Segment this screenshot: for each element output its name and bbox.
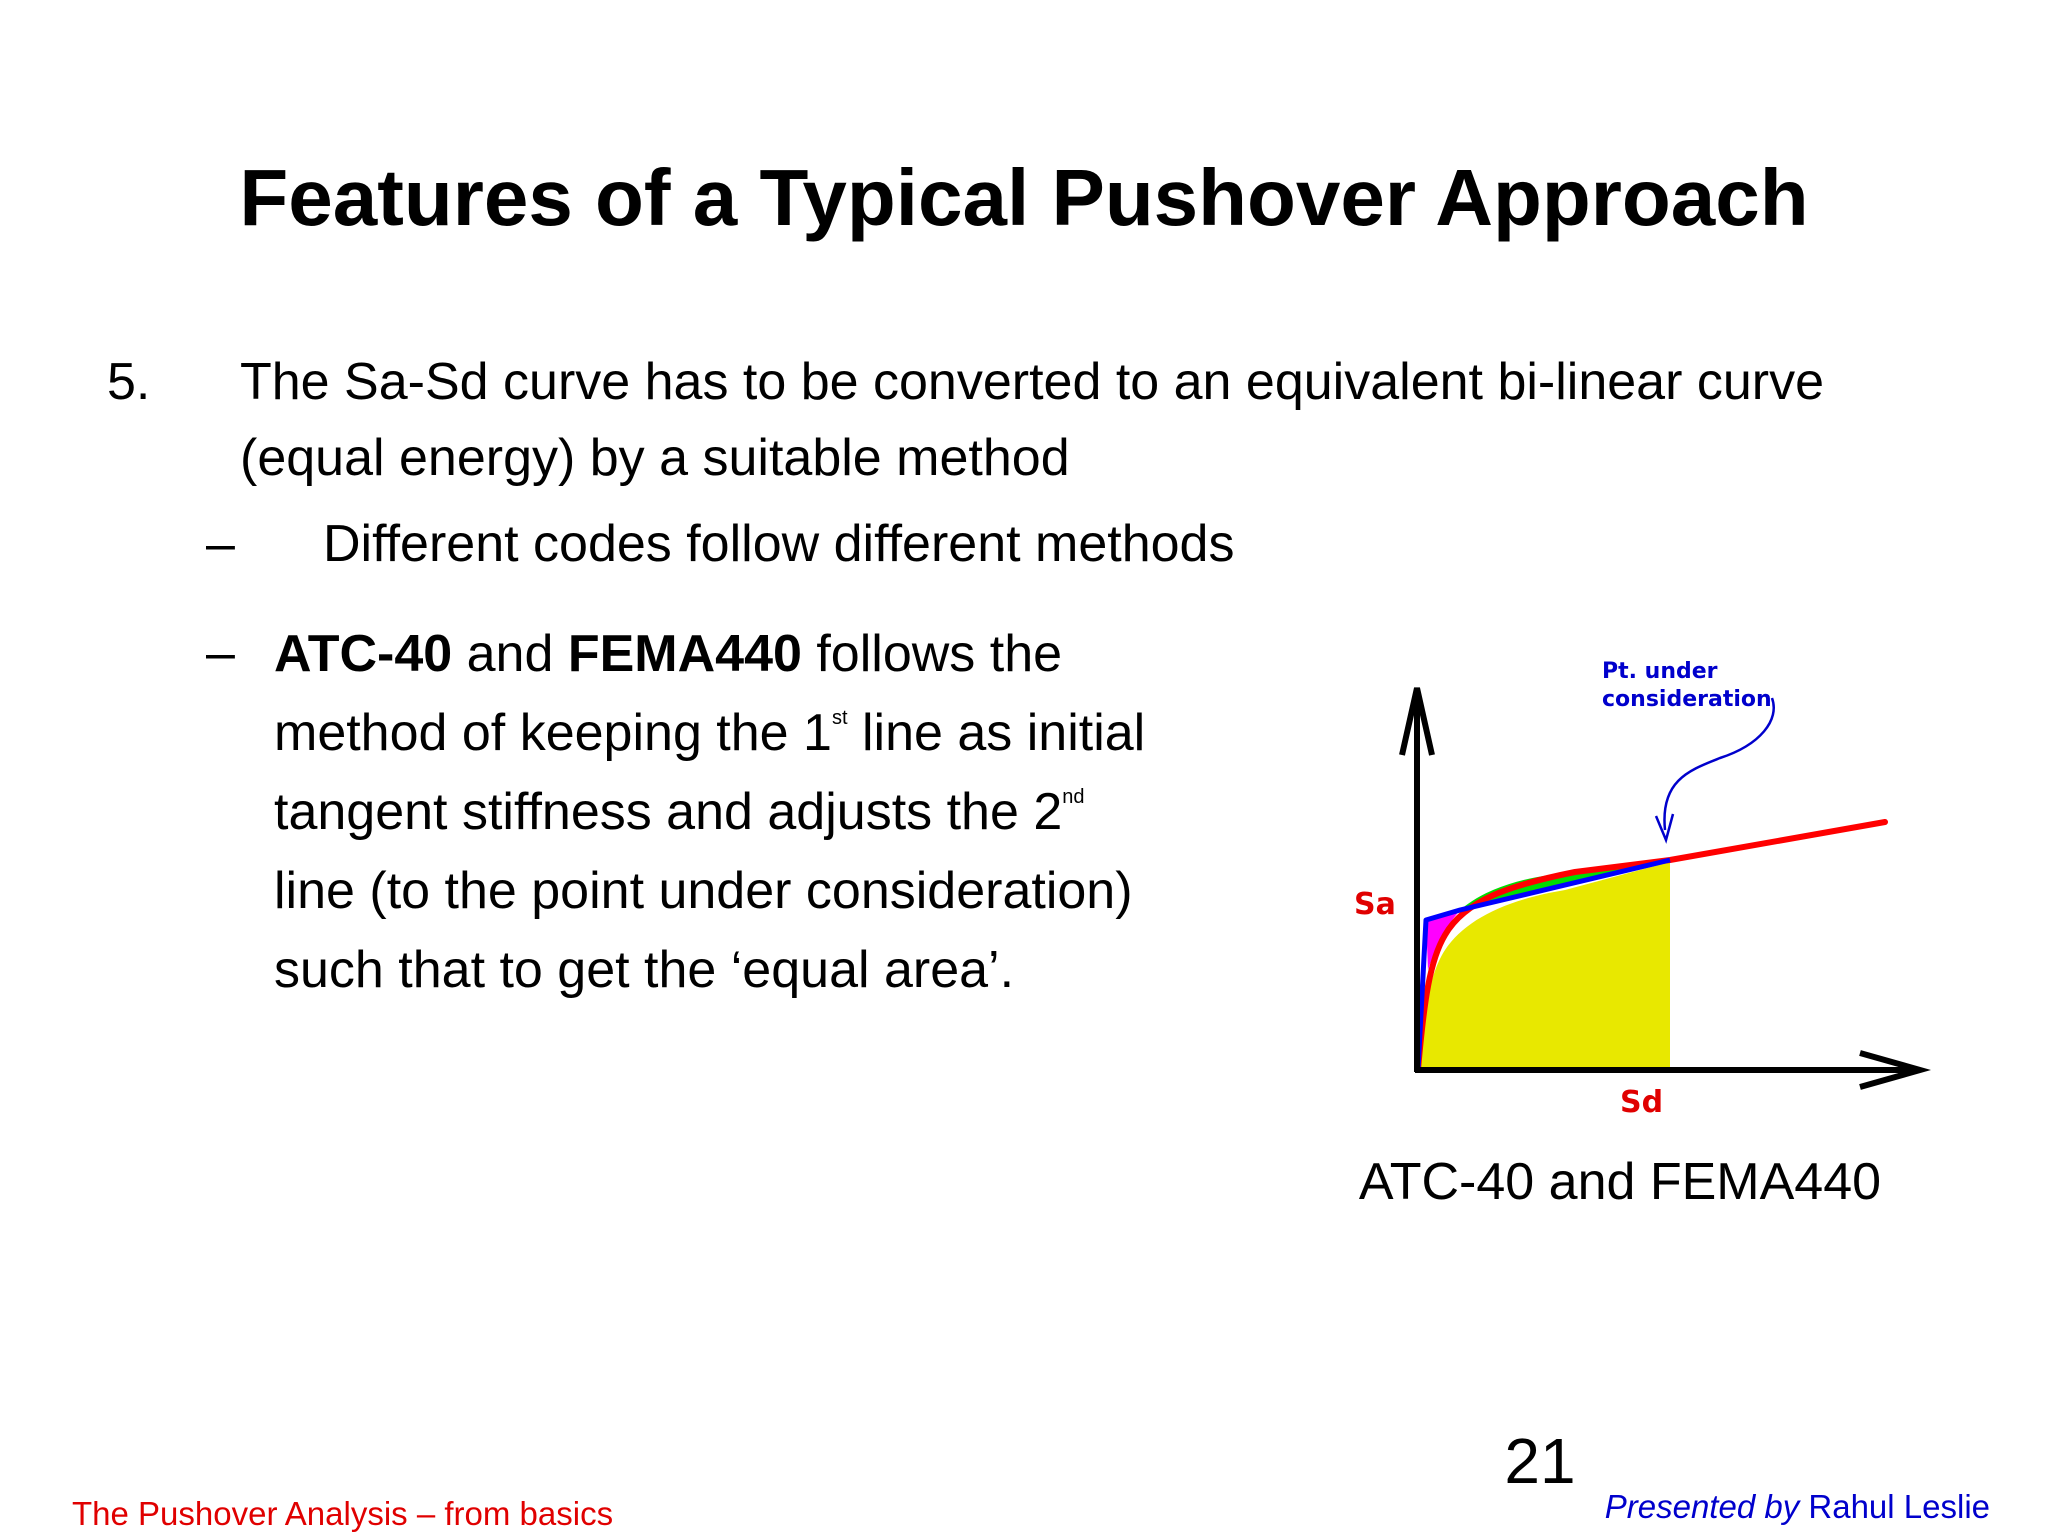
text-run: follows the	[801, 625, 1063, 683]
sub-bullet-text: Different codes follow different methods	[323, 515, 1235, 573]
bold-term: FEMA440	[567, 625, 802, 683]
paragraph-line	[274, 694, 1274, 773]
diagram-svg	[1340, 650, 1940, 1120]
sa-sd-diagram	[1340, 650, 1940, 1120]
presenter-prefix: Presented by	[1604, 1488, 1800, 1525]
figure-caption: ATC-40 and FEMA440	[1358, 1153, 1882, 1211]
superscript: st	[831, 707, 848, 729]
sub-bullet-dash: –	[206, 624, 235, 682]
paragraph-line: such that to get the ‘equal area’.	[274, 941, 1015, 999]
footer-course-title: The Pushover Analysis – from basics	[72, 1495, 614, 1532]
item-number: 5.	[107, 353, 151, 411]
paragraph-line	[274, 615, 1274, 694]
text-run: tangent stiffness and adjusts the 2	[274, 783, 1063, 841]
presenter-name: Rahul Leslie	[1799, 1488, 1990, 1525]
annotation-label: consideration	[1602, 687, 1772, 712]
superscript: nd	[1062, 786, 1085, 808]
text-run: and	[452, 625, 568, 683]
paragraph-line: line (to the point under consideration)	[274, 862, 1133, 920]
bold-term: ATC-40	[274, 625, 453, 683]
area-fill	[1418, 862, 1670, 1070]
sub-bullet-dash: –	[206, 515, 235, 573]
sub-bullet-paragraph	[274, 615, 1274, 1010]
text-run: line as initial	[847, 704, 1146, 762]
text-run: method of keeping the 1	[274, 704, 832, 762]
x-axis-label: Sd	[1620, 1085, 1664, 1120]
footer-presenter	[1570, 1487, 1990, 1527]
slide-title: Features of a Typical Pushover Approach	[239, 153, 1809, 242]
item-text: The Sa-Sd curve has to be converted to an equivalent bi-linear curve (equal energy) by a suitable method	[240, 353, 1825, 487]
annotation-arrow	[1664, 698, 1773, 830]
y-axis-label: Sa	[1354, 887, 1396, 922]
paragraph-line	[274, 773, 1274, 852]
annotation-label: Pt. under	[1602, 659, 1718, 684]
page-number: 21	[1504, 1425, 1576, 1497]
